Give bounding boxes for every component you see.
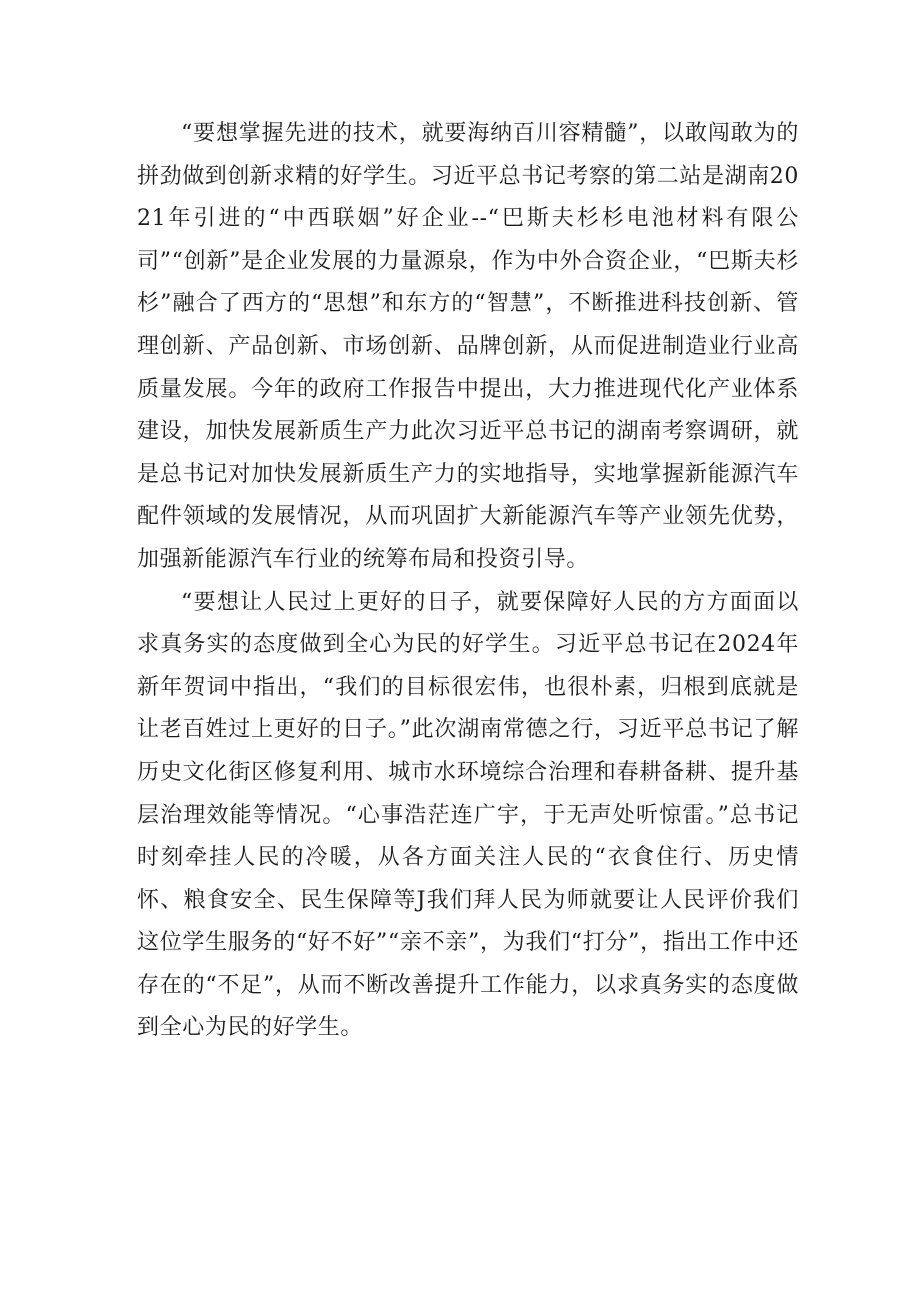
document-body xyxy=(137,113,799,1050)
paragraph-1: “要想掌握先进的技术，就要海纳百川容精髓”，以敢闯敢为的拼劲做到创新求精的好学生。习近平总书记考察的第二站是湖南2021年引进的“中西联姻”好企业--“巴斯夫杉杉电池材料有限公司”“创新”是企业发展的力量源泉，作为中外合资企业，“巴斯夫杉杉”融合了西方的“思想”和东方的“智慧”，不断推进科技创新、管理创新、产品创新、市场创新、品牌创新，从而促进制造业行业高质量发展。今年的政府工作报告中提出，大力推进现代化产业体系建设，加快发展新质生产力此次习近平总书记的湖南考察调研，就是总书记对加快发展新质生产力的实地指导，实地掌握新能源汽车配件领域的发展情况，从而巩固扩大新能源汽车等产业领先优势，加强新能源汽车行业的统筹布局和投资引导。 xyxy=(137,121,799,572)
paragraph-2: “要想让人民过上更好的日子，就要保障好人民的方方面面以求真务实的态度做到全心为民的好学生。习近平总书记在2024年新年贺词中指出，“我们的目标很宏伟，也很朴素，归根到底就是让老百姓过上更好的日子。”此次湖南常德之行，习近平总书记了解历史文化街区修复利用、城市水环境综合治理和春耕备耕、提升基层治理效能等情况。“心事浩茫连广宇，于无声处听惊雷。”总书记时刻牵挂人民的冷暖，从各方面关注人民的“衣食住行、历史情怀、粮食安全、民生保障等J我们拜人民为师就要让人民评价我们这位学生服务的“好不好”“亲不亲”，为我们“打分”，指出工作中还存在的“不足”，从而不断改善提升工作能力，以求真务实的态度做到全心为民的好学生。 xyxy=(137,589,799,1041)
